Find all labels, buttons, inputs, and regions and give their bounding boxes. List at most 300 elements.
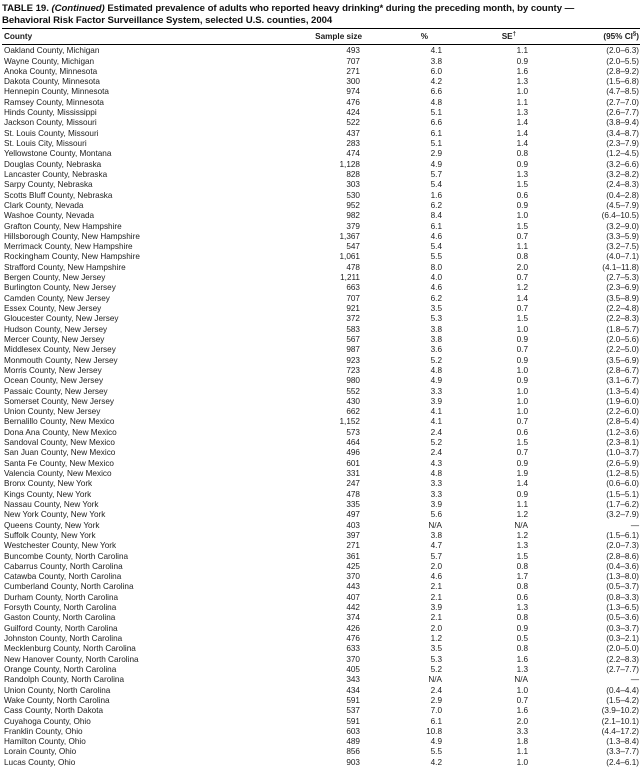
- sample-size-cell: 662: [346, 407, 360, 417]
- table-row: [2, 356, 640, 366]
- percent-cell: 5.7: [430, 551, 442, 561]
- table-row: [2, 273, 640, 283]
- ci-cell: (2.4–6.1): [606, 757, 639, 767]
- percent-cell: 1.6: [430, 190, 442, 200]
- sample-size-cell: 591: [346, 716, 360, 726]
- table-row: [2, 160, 640, 170]
- table-row: [2, 624, 640, 634]
- percent-cell: 4.8: [430, 365, 442, 375]
- percent-cell: 4.9: [430, 376, 442, 386]
- table-row: [2, 438, 640, 448]
- percent-cell: 3.8: [430, 56, 442, 66]
- ci-cell: (1.3–5.4): [606, 386, 639, 396]
- county-cell: Somerset County, New Jersey: [4, 396, 114, 406]
- se-cell: 1.0: [516, 365, 528, 375]
- ci-cell: (2.8–5.4): [606, 417, 639, 427]
- county-cell: Hudson County, New Jersey: [4, 324, 108, 334]
- percent-cell: 3.3: [430, 489, 442, 499]
- percent-cell: 3.6: [430, 345, 442, 355]
- se-cell: 1.5: [516, 551, 528, 561]
- table-row: [2, 644, 640, 654]
- percent-cell: 4.6: [430, 572, 442, 582]
- se-cell: 0.9: [516, 334, 528, 344]
- percent-cell: 5.3: [430, 314, 442, 324]
- table-row: [2, 335, 640, 345]
- se-cell: 1.4: [516, 479, 528, 489]
- sample-size-cell: 403: [346, 520, 360, 530]
- ci-cell: (2.3–7.9): [606, 139, 639, 148]
- se-cell: 1.3: [516, 169, 528, 179]
- table-title-continued: (Continued): [51, 3, 105, 14]
- table-row: [2, 706, 640, 716]
- ci-cell: —: [630, 675, 639, 685]
- se-cell: 1.0: [516, 685, 528, 695]
- sample-size-cell: 361: [346, 551, 360, 561]
- sample-size-cell: 489: [346, 737, 360, 747]
- sample-size-cell: 370: [346, 572, 360, 582]
- ci-cell: (1.5–6.8): [606, 77, 639, 87]
- county-cell: Randolph County, North Carolina: [4, 675, 124, 685]
- percent-cell: N/A: [428, 520, 442, 530]
- percent-cell: 2.4: [430, 685, 442, 695]
- se-cell: 0.8: [516, 644, 528, 654]
- ci-cell: (2.2–5.0): [606, 345, 639, 355]
- county-cell: Nassau County, New York: [4, 499, 99, 509]
- sample-size-cell: 923: [346, 355, 360, 365]
- se-cell: 1.3: [516, 77, 528, 87]
- se-cell: 1.1: [516, 97, 528, 107]
- table-title-line1-rest: Estimated prevalence of adults who reported heavy drinking* during the preceding month, by county —: [104, 3, 575, 14]
- county-cell: Sandoval County, New Mexico: [4, 438, 115, 448]
- percent-cell: 6.1: [430, 221, 442, 231]
- se-cell: 0.7: [516, 304, 528, 313]
- se-cell: 0.7: [516, 345, 528, 355]
- percent-cell: 4.1: [430, 46, 442, 56]
- county-cell: Cabarrus County, North Carolina: [4, 561, 123, 571]
- se-cell: 1.0: [516, 396, 528, 406]
- se-cell: 1.6: [516, 66, 528, 76]
- se-dagger-footnote-mark: †: [512, 31, 516, 38]
- se-cell: 0.7: [516, 695, 528, 705]
- percent-cell: 4.8: [430, 97, 442, 107]
- percent-cell: 2.4: [430, 448, 442, 458]
- county-cell: St. Louis County, Missouri: [4, 128, 99, 138]
- percent-cell: 5.5: [430, 252, 442, 262]
- percent-cell: 4.3: [430, 458, 442, 468]
- percent-cell: 2.0: [430, 623, 442, 633]
- county-cell: St. Louis City, Missouri: [4, 139, 87, 148]
- table-row: [2, 582, 640, 592]
- se-cell: 1.0: [516, 407, 528, 417]
- percent-cell: 4.6: [430, 231, 442, 241]
- table-row: [2, 479, 640, 489]
- percent-cell: 5.4: [430, 180, 442, 190]
- se-cell: 0.7: [516, 273, 528, 283]
- county-cell: Morris County, New Jersey: [4, 365, 102, 375]
- percent-cell: 3.9: [430, 603, 442, 613]
- county-cell: Ocean County, New Jersey: [4, 376, 104, 386]
- prevalence-table: [2, 28, 640, 768]
- table-row: [2, 252, 640, 262]
- sample-size-cell: 552: [346, 386, 360, 396]
- sample-size-cell: 530: [346, 190, 360, 200]
- county-cell: Grafton County, New Hampshire: [4, 221, 122, 231]
- percent-cell: 8.4: [430, 211, 442, 221]
- se-cell: 1.4: [516, 293, 528, 303]
- table-row: [2, 665, 640, 675]
- se-cell: 1.5: [516, 221, 528, 231]
- sample-size-cell: 591: [346, 695, 360, 705]
- ci-cell: (1.5–6.1): [606, 530, 639, 540]
- county-cell: Lucas County, Ohio: [4, 757, 76, 767]
- county-cell: Bernalillo County, New Mexico: [4, 417, 115, 427]
- ci-cell: (3.4–8.7): [606, 128, 639, 138]
- sample-size-cell: 547: [346, 242, 360, 252]
- ci-cell: (3.1–6.7): [606, 376, 639, 386]
- county-cell: Anoka County, Minnesota: [4, 66, 98, 76]
- percent-cell: 3.9: [430, 499, 442, 509]
- se-cell: 2.0: [516, 262, 528, 272]
- ci-cell: (2.3–6.9): [606, 283, 639, 293]
- ci-cell: (1.5–4.2): [606, 695, 639, 705]
- ci-cell: (3.8–9.4): [606, 118, 639, 128]
- percent-cell: 5.7: [430, 169, 442, 179]
- county-cell: Suffolk County, New York: [4, 530, 96, 540]
- ci-cell: (2.8–8.6): [606, 551, 639, 561]
- ci-cell: (3.2–9.0): [606, 221, 639, 231]
- county-cell: Wake County, North Carolina: [4, 695, 110, 705]
- se-cell: 0.9: [516, 458, 528, 468]
- col-header-county: County: [2, 29, 300, 45]
- table-row: [2, 57, 640, 67]
- se-cell: 0.5: [516, 634, 528, 643]
- sample-size-cell: 663: [346, 283, 360, 293]
- ci-cell: (1.3–8.4): [606, 737, 639, 747]
- sample-size-cell: 921: [346, 304, 360, 313]
- se-cell: 0.7: [516, 231, 528, 241]
- county-cell: Monmouth County, New Jersey: [4, 355, 118, 365]
- se-cell: 1.1: [516, 46, 528, 56]
- percent-cell: 2.1: [430, 582, 442, 592]
- percent-cell: 6.6: [430, 118, 442, 128]
- ci-cell: (1.7–6.2): [606, 499, 639, 509]
- table-row: [2, 613, 640, 623]
- sample-size-cell: 443: [346, 582, 360, 592]
- table-row: [2, 541, 640, 551]
- sample-size-cell: 603: [346, 726, 360, 736]
- col-header-sample-size: Sample size: [300, 29, 362, 45]
- percent-cell: 2.1: [430, 613, 442, 623]
- county-cell: Yellowstone County, Montana: [4, 149, 112, 159]
- sample-size-cell: 952: [346, 200, 360, 210]
- table-row: [2, 201, 640, 211]
- se-cell: 1.9: [516, 469, 528, 478]
- percent-cell: 5.4: [430, 242, 442, 252]
- se-cell: 0.6: [516, 427, 528, 437]
- percent-cell: 4.1: [430, 417, 442, 427]
- sample-size-cell: 437: [346, 128, 360, 138]
- ci-cell: (0.3–2.1): [606, 634, 639, 643]
- county-cell: Jackson County, Missouri: [4, 118, 97, 128]
- county-cell: Queens County, New York: [4, 520, 100, 530]
- se-cell: 1.4: [516, 139, 528, 148]
- sample-size-cell: 434: [346, 685, 360, 695]
- ci-cell: (1.9–6.0): [606, 396, 639, 406]
- sample-size-cell: 474: [346, 149, 360, 159]
- percent-cell: 4.7: [430, 541, 442, 551]
- sample-size-cell: 379: [346, 221, 360, 231]
- county-cell: Kings County, New York: [4, 489, 92, 499]
- table-row: [2, 376, 640, 386]
- table-row: [2, 108, 640, 118]
- percent-cell: 4.6: [430, 283, 442, 293]
- col-header-se: [442, 29, 528, 45]
- table-title-lead: TABLE 19.: [2, 3, 52, 14]
- percent-cell: 3.5: [430, 304, 442, 313]
- sample-size-cell: 343: [346, 675, 360, 685]
- county-cell: Douglas County, Nebraska: [4, 159, 102, 169]
- table-row: [2, 222, 640, 232]
- county-cell: Strafford County, New Hampshire: [4, 262, 126, 272]
- ci-cell: (2.0–5.5): [606, 56, 639, 66]
- percent-cell: 4.2: [430, 77, 442, 87]
- table-row: [2, 139, 640, 149]
- se-cell: 1.5: [516, 180, 528, 190]
- percent-cell: 5.3: [430, 654, 442, 664]
- ci-cell: (1.0–3.7): [606, 448, 639, 458]
- sample-size-cell: 397: [346, 530, 360, 540]
- se-cell: 1.4: [516, 118, 528, 128]
- sample-size-cell: 522: [346, 118, 360, 128]
- county-cell: Union County, North Carolina: [4, 685, 111, 695]
- ci-cell: (6.4–10.5): [601, 211, 639, 221]
- county-cell: Middlesex County, New Jersey: [4, 345, 116, 355]
- county-cell: Cass County, North Dakota: [4, 706, 104, 716]
- sample-size-cell: 497: [346, 510, 360, 520]
- county-cell: Merrimack County, New Hampshire: [4, 242, 133, 252]
- table-row: [2, 149, 640, 159]
- sample-size-cell: 303: [346, 180, 360, 190]
- ci-cell: (2.0–5.6): [606, 334, 639, 344]
- county-cell: Passaic County, New Jersey: [4, 386, 108, 396]
- table-row: [2, 407, 640, 417]
- se-cell: 1.0: [516, 87, 528, 97]
- percent-cell: 4.0: [430, 273, 442, 283]
- se-cell: 0.6: [516, 592, 528, 602]
- county-cell: Buncombe County, North Carolina: [4, 551, 129, 561]
- se-cell: 0.9: [516, 376, 528, 386]
- ci-cell: (3.5–8.9): [606, 293, 639, 303]
- ci-cell: (2.6–5.9): [606, 458, 639, 468]
- sample-size-cell: 374: [346, 613, 360, 623]
- table-row: [2, 675, 640, 685]
- se-cell: 1.3: [516, 603, 528, 613]
- percent-cell: 5.6: [430, 510, 442, 520]
- ci-cell: (4.4–17.2): [601, 726, 639, 736]
- ci-cell: (0.4–4.4): [606, 685, 639, 695]
- ci-cell: (0.8–3.3): [606, 592, 639, 602]
- sample-size-cell: 478: [346, 489, 360, 499]
- county-cell: Ramsey County, Minnesota: [4, 97, 104, 107]
- ci-cell: (1.3–6.5): [606, 603, 639, 613]
- table-row: [2, 67, 640, 77]
- county-cell: Valencia County, New Mexico: [4, 469, 112, 478]
- ci-cell: (3.2–6.6): [606, 159, 639, 169]
- county-cell: Washoe County, Nevada: [4, 211, 95, 221]
- percent-cell: 4.9: [430, 159, 442, 169]
- se-cell: 0.8: [516, 582, 528, 592]
- se-cell: 0.9: [516, 489, 528, 499]
- se-cell: 2.0: [516, 716, 528, 726]
- sample-size-cell: 601: [346, 458, 360, 468]
- sample-size-cell: 633: [346, 644, 360, 654]
- sample-size-cell: 372: [346, 314, 360, 324]
- county-cell: Franklin County, Ohio: [4, 726, 83, 736]
- ci-cell: (2.7–7.0): [606, 97, 639, 107]
- percent-cell: 5.2: [430, 355, 442, 365]
- percent-cell: 4.1: [430, 407, 442, 417]
- county-cell: Gaston County, North Carolina: [4, 613, 116, 623]
- sample-size-cell: 464: [346, 438, 360, 448]
- sample-size-cell: 283: [346, 139, 360, 148]
- sample-size-cell: 723: [346, 365, 360, 375]
- percent-cell: 3.8: [430, 334, 442, 344]
- se-cell: 1.1: [516, 499, 528, 509]
- county-cell: Forsyth County, North Carolina: [4, 603, 117, 613]
- sample-size-cell: 496: [346, 448, 360, 458]
- table-row: [2, 593, 640, 603]
- ci-cell: (3.3–5.9): [606, 231, 639, 241]
- county-cell: Gloucester County, New Jersey: [4, 314, 119, 324]
- sample-size-cell: 478: [346, 262, 360, 272]
- sample-size-cell: 405: [346, 664, 360, 674]
- sample-size-cell: 573: [346, 427, 360, 437]
- county-cell: Mecklenburg County, North Carolina: [4, 644, 136, 654]
- county-cell: Wayne County, Michigan: [4, 56, 95, 66]
- se-cell: 0.8: [516, 613, 528, 623]
- col-header-percent: %: [362, 29, 442, 45]
- sample-size-cell: 1,367: [339, 231, 360, 241]
- ci-cell: (3.2–7.9): [606, 510, 639, 520]
- table-row: [2, 521, 640, 531]
- ci-cell: (2.7–5.3): [606, 273, 639, 283]
- percent-cell: 3.8: [430, 530, 442, 540]
- sample-size-cell: 335: [346, 499, 360, 509]
- se-cell: 1.3: [516, 108, 528, 118]
- table-row: [2, 242, 640, 252]
- ci-cell: (3.2–7.5): [606, 242, 639, 252]
- county-cell: Dona Ana County, New Mexico: [4, 427, 117, 437]
- table-title-line2: Behavioral Risk Factor Surveillance System, selected U.S. counties, 2004: [2, 14, 333, 26]
- table-title: [2, 3, 639, 26]
- sample-size-cell: 987: [346, 345, 360, 355]
- sample-size-cell: 1,128: [339, 159, 360, 169]
- table-row: [2, 552, 640, 562]
- ci-cell: (2.4–8.3): [606, 180, 639, 190]
- county-cell: Mercer County, New Jersey: [4, 334, 105, 344]
- ci-cell: (1.2–3.6): [606, 427, 639, 437]
- table-row: [2, 747, 640, 757]
- table-row: [2, 500, 640, 510]
- sample-size-cell: 407: [346, 592, 360, 602]
- percent-cell: N/A: [428, 675, 442, 685]
- percent-cell: 1.2: [430, 634, 442, 643]
- percent-cell: 6.1: [430, 716, 442, 726]
- table-row: [2, 366, 640, 376]
- county-cell: Durham County, North Carolina: [4, 592, 119, 602]
- county-cell: Union County, New Jersey: [4, 407, 101, 417]
- sample-size-cell: 247: [346, 479, 360, 489]
- ci-section-footnote-mark: §: [632, 31, 637, 38]
- percent-cell: 6.0: [430, 66, 442, 76]
- se-cell: 1.0: [516, 324, 528, 334]
- ci-cell: (3.2–8.2): [606, 169, 639, 179]
- table-row: [2, 325, 640, 335]
- se-cell: 0.9: [516, 200, 528, 210]
- percent-cell: 7.0: [430, 706, 442, 716]
- ci-cell: (1.3–8.0): [606, 572, 639, 582]
- sample-size-cell: 271: [346, 541, 360, 551]
- table-row: [2, 170, 640, 180]
- county-cell: Scotts Bluff County, Nebraska: [4, 190, 113, 200]
- ci-cell: (2.0–5.0): [606, 644, 639, 654]
- sample-size-cell: 707: [346, 293, 360, 303]
- se-cell: 1.1: [516, 747, 528, 757]
- county-cell: Westchester County, New York: [4, 541, 117, 551]
- sample-size-cell: 430: [346, 396, 360, 406]
- table-row: [2, 717, 640, 727]
- percent-cell: 4.9: [430, 737, 442, 747]
- table-row: [2, 531, 640, 541]
- sample-size-cell: 442: [346, 603, 360, 613]
- table-row: [2, 180, 640, 190]
- table-row: [2, 397, 640, 407]
- county-cell: Cumberland County, North Carolina: [4, 582, 134, 592]
- se-cell: 0.9: [516, 56, 528, 66]
- ci-label-close: ): [636, 32, 639, 42]
- ci-cell: (0.6–6.0): [606, 479, 639, 489]
- county-cell: New Hanover County, North Carolina: [4, 654, 139, 664]
- sample-size-cell: 476: [346, 97, 360, 107]
- county-cell: New York County, New York: [4, 510, 106, 520]
- table-row: [2, 304, 640, 314]
- se-cell: 1.2: [516, 510, 528, 520]
- se-cell: 0.6: [516, 190, 528, 200]
- ci-cell: (2.8–9.2): [606, 66, 639, 76]
- sample-size-cell: 583: [346, 324, 360, 334]
- table-row: [2, 314, 640, 324]
- percent-cell: 6.2: [430, 200, 442, 210]
- ci-cell: (2.1–10.1): [601, 716, 639, 726]
- sample-size-cell: 1,152: [339, 417, 360, 427]
- table-row: [2, 45, 640, 57]
- sample-size-cell: 903: [346, 757, 360, 767]
- table-row: [2, 603, 640, 613]
- table-header: [2, 29, 640, 45]
- county-cell: Lancaster County, Nebraska: [4, 169, 108, 179]
- ci-cell: (0.4–3.6): [606, 561, 639, 571]
- ci-cell: (2.2–8.3): [606, 654, 639, 664]
- se-cell: 1.6: [516, 706, 528, 716]
- county-cell: Johnston County, North Carolina: [4, 634, 123, 643]
- se-cell: 0.8: [516, 561, 528, 571]
- sample-size-cell: 974: [346, 87, 360, 97]
- county-cell: Catawba County, North Carolina: [4, 572, 122, 582]
- table-row: [2, 232, 640, 242]
- county-cell: San Juan County, New Mexico: [4, 448, 116, 458]
- sample-size-cell: 982: [346, 211, 360, 221]
- ci-cell: (3.9–10.2): [601, 706, 639, 716]
